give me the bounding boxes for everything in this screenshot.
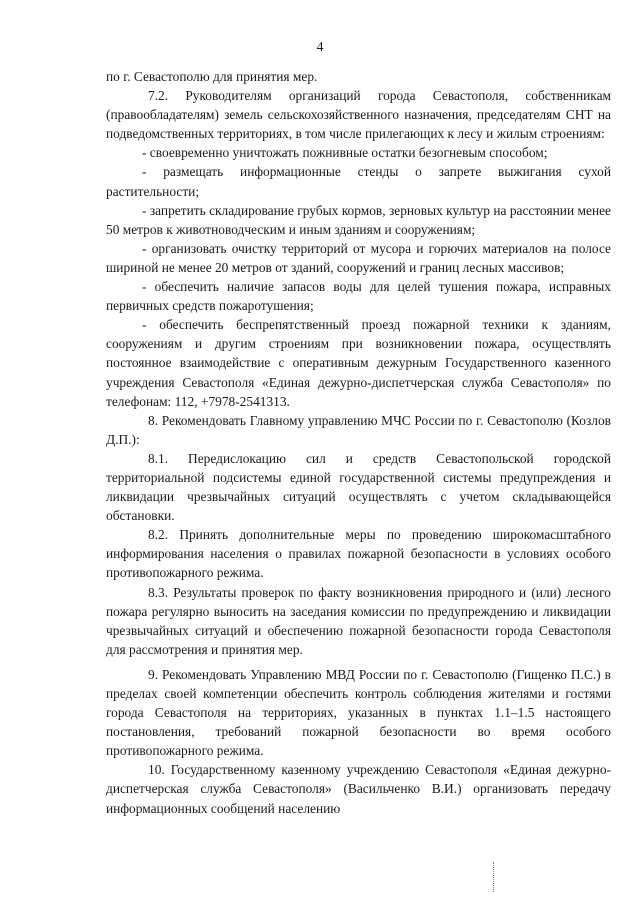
list-item-water-supply: - обеспечить наличие запасов воды для целей тушения пожара, исправных первичных средств пожаротушения; (106, 279, 611, 314)
paragraph-continuation: по г. Севастополю для принятия мер. (106, 69, 318, 84)
list-item-cleanup: - организовать очистку территорий от мусора и горючих материалов на полосе шириной не менее 20 метров от зданий, сооружений и границ лесных массивов; (106, 240, 611, 275)
document-body (106, 67, 611, 818)
paragraph-9: 9. Рекомендовать Управлению МВД России по г. Севастополю (Гищенко П.С.) в пределах своей компетенции обеспечить контроль соблюдения жителями и гостями города Севастополя на территориях, указанных в пунктах 1.1–1.5 настоящего постановления, требований пожарной безопасности во время особого противопожарного режима. (106, 666, 611, 759)
paragraph-8-1: 8.1. Передислокацию сил и средств Севастопольской городской территориальной подсистемы единой государственной системы предупреждения и ликвидации чрезвычайных ситуаций осуществлять с учетом складывающейся обстановки. (106, 450, 611, 524)
paragraph-8-2: 8.2. Принять дополнительные меры по проведению широкомасштабного информирования населения о правилах пожарной безопасности в условиях особого противопожарного режима. (106, 527, 611, 581)
paragraph-7-2: 7.2. Руководителям организаций города Севастополя, собственникам (правообладателям) земель сельскохозяйственного назначения, председателям СНТ на подведомственных территориях, в том числе прилегающих к лесу и жилым строениям: (106, 88, 611, 142)
list-item-destroy-residues: - своевременно уничтожать пожнивные остатки безогневым способом; (142, 145, 548, 161)
list-item-info-stands: - размещать информационные стенды о запрете выжигания сухой растительности; (106, 164, 611, 199)
list-item-free-access: - обеспечить беспрепятственный проезд пожарной техники к зданиям, сооружениям и другим строениям при возникновении пожара, осуществлять постоянное взаимодействие с оперативным дежурным Государственного казенного учреждения Севастополя «Единая дежурно-диспетчерская служба Севастополя» по телефонам: 112, +7978-2541313. (106, 317, 611, 409)
paragraph-8: 8. Рекомендовать Главному управлению МЧС России по г. Севастополю (Козлов Д.П.): (106, 412, 611, 447)
list-item-ban-storage: - запретить складирование грубых кормов, зерновых культур на расстоянии менее 50 метров к животноводческим и иным зданиям и сооружениям; (106, 202, 611, 237)
scan-artifact-mark (493, 862, 496, 892)
paragraph-10: 10. Государственному казенному учреждению Севастополя «Единая дежурно-диспетчерская служба Севастополя» (Васильченко В.И.) организовать передачу информационных сообщений населению (106, 762, 611, 816)
page-number: 4 (316, 40, 324, 55)
paragraph-8-3: 8.3. Результаты проверок по факту возникновения природного и (или) лесного пожара регулярно выносить на заседания комиссии по предупреждению и ликвидации чрезвычайных ситуаций и обеспечению пожарной безопасности города Севастополя для рассмотрения и принятия мер. (106, 584, 611, 657)
